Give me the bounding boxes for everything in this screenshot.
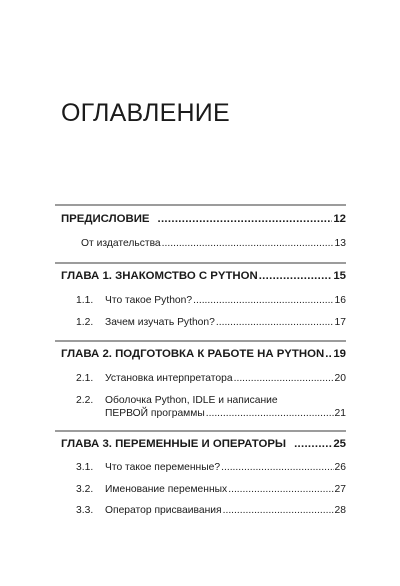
section-divider — [55, 204, 346, 206]
section-number: 1.2. — [76, 317, 94, 328]
toc-entry-label: Зачем изучать Python? — [105, 317, 215, 328]
section-number: 2.2. — [76, 395, 94, 406]
toc-entry-label: От издательства — [81, 238, 161, 249]
toc-entry-label: Что такое переменные? — [105, 462, 221, 473]
toc-page-number: 20 — [334, 373, 346, 384]
dot-leader — [325, 348, 332, 360]
section-number: 3.1. — [76, 462, 94, 473]
toc-page-number: 17 — [334, 317, 346, 328]
toc-page-number: 19 — [333, 348, 346, 360]
dot-leader — [216, 317, 334, 328]
toc-page-number: 15 — [333, 270, 346, 282]
dot-leader — [221, 462, 333, 473]
dot-leader — [234, 373, 334, 384]
dot-leader — [206, 407, 334, 420]
section-divider — [55, 262, 346, 264]
toc-page-number: 13 — [334, 238, 346, 249]
dot-leader — [259, 270, 333, 282]
section-number: 3.2. — [76, 484, 94, 495]
toc-title: ОГЛАВЛЕНИЕ — [61, 98, 230, 127]
toc-page-number: 28 — [334, 505, 346, 516]
toc-entry-label: Что такое Python? — [105, 295, 193, 306]
toc-page-number: 25 — [333, 438, 346, 450]
dot-leader — [228, 484, 333, 495]
toc-entry-label: ПРЕДИСЛОВИЕ — [61, 213, 150, 225]
section-number: 3.3. — [76, 505, 94, 516]
dot-leader — [294, 438, 332, 450]
dot-leader — [162, 238, 334, 249]
toc-entry-label: ГЛАВА 1. ЗНАКОМСТВО С PYTHON — [61, 270, 258, 282]
toc-page-number: 27 — [334, 484, 346, 495]
toc-page-number: 26 — [334, 462, 346, 473]
section-divider — [55, 430, 346, 432]
section-divider — [55, 340, 346, 342]
section-number: 1.1. — [76, 295, 94, 306]
dot-leader — [158, 213, 333, 225]
toc-entry-label: Именование переменных — [105, 484, 228, 495]
section-number: 2.1. — [76, 373, 94, 384]
toc-entry-label: Оператор присваивания — [105, 505, 222, 516]
toc-entry-label: ГЛАВА 3. ПЕРЕМЕННЫЕ И ОПЕРАТОРЫ — [61, 438, 287, 450]
toc-page-number: 16 — [334, 295, 346, 306]
toc-entry-label: ГЛАВА 2. ПОДГОТОВКА К РАБОТЕ НА PYTHON — [61, 348, 325, 360]
toc-page-number: 12 — [333, 213, 346, 225]
toc-entry-label-line-1: Оболочка Python, IDLE и написание — [105, 395, 278, 406]
toc-entry-label-line-2: ПЕРВОЙ программы — [105, 408, 205, 419]
dot-leader — [193, 295, 333, 306]
toc-page-number: 21 — [334, 408, 346, 419]
dot-leader — [223, 505, 334, 516]
toc-entry-label: Установка интерпретатора — [105, 373, 233, 384]
